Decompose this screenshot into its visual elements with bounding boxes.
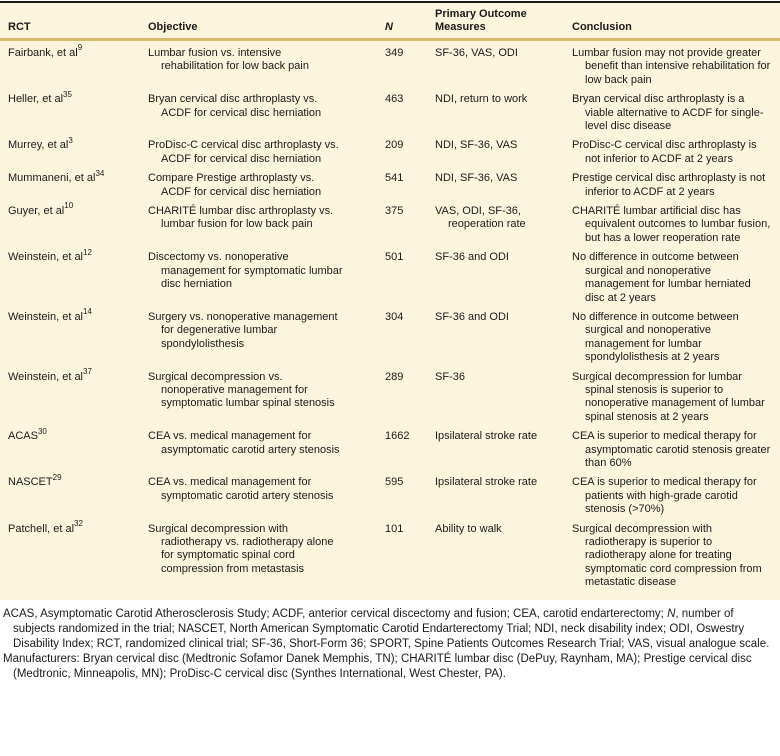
conclusion-cell <box>572 40 780 88</box>
reference-superscript: 37 <box>83 366 92 376</box>
conclusion-text: No difference in outcome between surgical and nonoperative management for lumbar spondylolisthesis at 2 years <box>572 310 739 364</box>
objective-cell <box>148 87 385 133</box>
rct-cell <box>0 133 148 166</box>
n-cell: 289 <box>385 370 404 383</box>
rct-name: Weinstein, et al <box>8 370 84 383</box>
rct-cell <box>0 40 148 88</box>
rct-name: Guyer, et al <box>8 205 65 218</box>
table-row <box>0 365 780 425</box>
table-row <box>0 305 780 365</box>
rct-name: NASCET <box>8 476 53 489</box>
rct-cell <box>0 166 148 199</box>
n-cell: 209 <box>385 139 404 152</box>
objective-text: CEA vs. medical management for asymptomatic carotid artery stenosis <box>148 430 340 456</box>
conclusion-cell <box>572 305 780 365</box>
objective-text: Compare Prestige arthroplasty vs. ACDF for cervical disc herniation <box>148 172 322 198</box>
outcome-text: Ipsilateral stroke rate <box>435 476 538 489</box>
rct-cell <box>0 305 148 365</box>
objective-cell <box>148 470 385 516</box>
reference-superscript: 12 <box>83 247 92 257</box>
outcome-text: NDI, SF-36, VAS <box>435 172 518 185</box>
rct-cell <box>0 245 148 305</box>
conclusion-text: ProDisc-C cervical disc arthroplasty is not inferior to ACDF at 2 years <box>572 139 757 165</box>
column-header-conclusion: Conclusion <box>572 2 780 40</box>
outcome-cell <box>435 365 572 425</box>
column-header-rct: RCT <box>0 2 148 40</box>
outcome-cell <box>435 517 572 600</box>
rct-name: Weinstein, et al <box>8 310 84 323</box>
rct-name: ACAS <box>8 430 38 443</box>
outcome-cell <box>435 87 572 133</box>
reference-superscript: 10 <box>64 201 74 211</box>
header-row <box>0 2 780 40</box>
table-row <box>0 87 780 133</box>
objective-text: Lumbar fusion vs. intensive rehabilitation for low back pain <box>148 47 309 73</box>
outcome-cell <box>435 305 572 365</box>
reference-superscript: 9 <box>77 43 83 53</box>
n-cell: 1662 <box>385 430 410 443</box>
conclusion-cell <box>572 166 780 199</box>
n-cell: 463 <box>385 93 404 106</box>
outcome-cell <box>435 470 572 516</box>
outcome-cell <box>435 199 572 245</box>
n-header-label: N <box>385 21 393 33</box>
rct-cell <box>0 470 148 516</box>
rct-name: Weinstein, et al <box>8 251 84 264</box>
table-header <box>0 2 780 40</box>
objective-cell <box>148 305 385 365</box>
conclusion-text: No difference in outcome between surgical and nonoperative management for lumbar herniated disc at 2 years <box>572 251 751 304</box>
n-cell: 595 <box>385 476 404 489</box>
n-cell: 349 <box>385 47 404 59</box>
conclusion-text: CEA is superior to medical therapy for asymptomatic carotid stenosis greater than 60% <box>572 430 771 469</box>
outcome-cell <box>435 40 572 88</box>
outcome-text: SF-36 and ODI <box>435 251 509 264</box>
column-header-objective: Objective <box>148 2 385 40</box>
manufacturers-note: Manufacturers: Bryan cervical disc (Medtronic Sofamor Danek Memphis, TN); CHARITÉ lumbar disc (DePuy, Raynham, MA); Prestige cervical disc (Medtronic, Minneapolis, MN); ProDisc-C cervical disc (Synthes International, West Chester, PA). <box>3 652 752 680</box>
table-row <box>0 470 780 516</box>
outcome-cell <box>435 166 572 199</box>
conclusion-text: CEA is superior to medical therapy for patients with high-grade carotid stenosis (>70%) <box>572 476 757 516</box>
conclusion-text: CHARITÉ lumbar artificial disc has equivalent outcomes to lumbar fusion, but has a lower reoperation rate <box>572 205 771 244</box>
table-row <box>0 245 780 305</box>
reference-superscript: 34 <box>95 168 105 178</box>
outcome-cell <box>435 245 572 305</box>
conclusion-text: Surgical decompression with radiotherapy is superior to radiotherapy alone for treating symptomatic cord compression from metastatic disease <box>572 522 762 589</box>
column-header-n <box>385 2 435 40</box>
outcome-text: SF-36 <box>435 370 465 383</box>
conclusion-cell <box>572 517 780 600</box>
reference-superscript: 3 <box>68 135 73 145</box>
outcome-cell <box>435 424 572 470</box>
table-row <box>0 166 780 199</box>
n-cell: 304 <box>385 310 404 323</box>
conclusion-text: Bryan cervical disc arthroplasty is a viable alternative to ACDF for single-level disc disease <box>572 93 764 133</box>
objective-text: Discectomy vs. nonoperative management for symptomatic lumbar disc herniation <box>148 251 343 291</box>
reference-superscript: 14 <box>83 307 92 317</box>
objective-text: Bryan cervical disc arthroplasty vs. ACDF for cervical disc herniation <box>148 93 322 119</box>
primary-outcome-header-label: Primary Outcome Measures <box>435 8 527 33</box>
rct-cell <box>0 365 148 425</box>
outcome-text: Ability to walk <box>435 522 502 535</box>
n-cell: 541 <box>385 172 404 185</box>
rct-name: Murrey, et al <box>8 139 69 152</box>
outcome-text: NDI, SF-36, VAS <box>435 139 518 152</box>
rct-cell <box>0 517 148 600</box>
rct-name: Patchell, et al <box>8 522 75 535</box>
table-body <box>0 40 780 600</box>
conclusion-cell <box>572 87 780 133</box>
table-row <box>0 517 780 600</box>
rct-name: Fairbank, et al <box>8 47 78 59</box>
objective-cell <box>148 517 385 600</box>
conclusion-cell <box>572 424 780 470</box>
n-cell: 375 <box>385 205 404 218</box>
rct-name: Heller, et al <box>8 93 64 106</box>
abbreviations-note <box>3 607 777 652</box>
n-cell: 501 <box>385 251 404 264</box>
objective-cell <box>148 133 385 166</box>
conclusion-cell <box>572 365 780 425</box>
conclusion-cell <box>572 245 780 305</box>
rct-summary-table <box>0 1 780 600</box>
conclusion-text: Lumbar fusion may not provide greater benefit than intensive rehabilitation for low back pain <box>572 47 771 86</box>
rct-cell <box>0 424 148 470</box>
table-row <box>0 40 780 88</box>
rct-cell <box>0 87 148 133</box>
reference-superscript: 32 <box>74 518 83 528</box>
objective-cell <box>148 365 385 425</box>
table-row <box>0 133 780 166</box>
objective-text: Surgical decompression with radiotherapy vs. radiotherapy alone for symptomatic spinal cord compression from metastasis <box>148 522 334 575</box>
objective-text: CEA vs. medical management for symptomatic carotid artery stenosis <box>148 476 334 502</box>
outcome-text: NDI, return to work <box>435 93 528 106</box>
objective-text: ProDisc-C cervical disc arthroplasty vs. ACDF for cervical disc herniation <box>148 139 339 165</box>
outcome-text: SF-36 and ODI <box>435 310 509 323</box>
abbreviation-segment: ACAS, Asymptomatic Carotid Atherosclerosis Study; ACDF, anterior cervical discectomy and fusion; CEA, carotid endarterectomy; <box>3 607 668 620</box>
outcome-text: Ipsilateral stroke rate <box>435 430 538 443</box>
abbreviation-segment: , number of subjects randomized in the trial; NASCET, North American Symptomatic Carotid Endarterectomy Trial; NDI, neck disability index; ODI, Oswestry Disability Index; RCT, randomized clinical trial; SF-36, Short-Form 36; SPORT, Spine Patients Outcomes Research Trial; VAS, visual analogue scale. <box>13 607 770 650</box>
objective-text: Surgical decompression vs. nonoperative management for symptomatic lumbar spinal stenosis <box>148 370 335 410</box>
objective-cell <box>148 424 385 470</box>
conclusion-cell <box>572 133 780 166</box>
objective-cell <box>148 166 385 199</box>
outcome-text: SF-36, VAS, ODI <box>435 47 518 59</box>
table-row <box>0 424 780 470</box>
objective-text: CHARITÉ lumbar disc arthroplasty vs. lumbar fusion for low back pain <box>148 205 334 231</box>
column-header-primary-outcome <box>435 2 572 40</box>
objective-cell <box>148 40 385 88</box>
table-row <box>0 199 780 245</box>
objective-cell <box>148 245 385 305</box>
conclusion-cell <box>572 199 780 245</box>
conclusion-text: Surgical decompression for lumbar spinal stenosis is superior to nonoperative management of lumbar spinal stenosis at 2 years <box>572 370 765 423</box>
conclusion-text: Prestige cervical disc arthroplasty is not inferior to ACDF at 2 years <box>572 172 766 198</box>
rct-cell <box>0 199 148 245</box>
objective-cell <box>148 199 385 245</box>
n-cell: 101 <box>385 522 404 535</box>
reference-superscript: 35 <box>63 89 72 99</box>
outcome-cell <box>435 133 572 166</box>
footnotes <box>0 607 780 686</box>
reference-superscript: 30 <box>37 426 47 436</box>
outcome-text: VAS, ODI, SF-36, reoperation rate <box>435 205 526 231</box>
reference-superscript: 29 <box>52 472 62 482</box>
abbreviation-segment: N <box>667 607 676 620</box>
rct-name: Mummaneni, et al <box>8 172 96 185</box>
conclusion-cell <box>572 470 780 516</box>
objective-text: Surgery vs. nonoperative management for degenerative lumbar spondylolisthesis <box>148 310 338 350</box>
